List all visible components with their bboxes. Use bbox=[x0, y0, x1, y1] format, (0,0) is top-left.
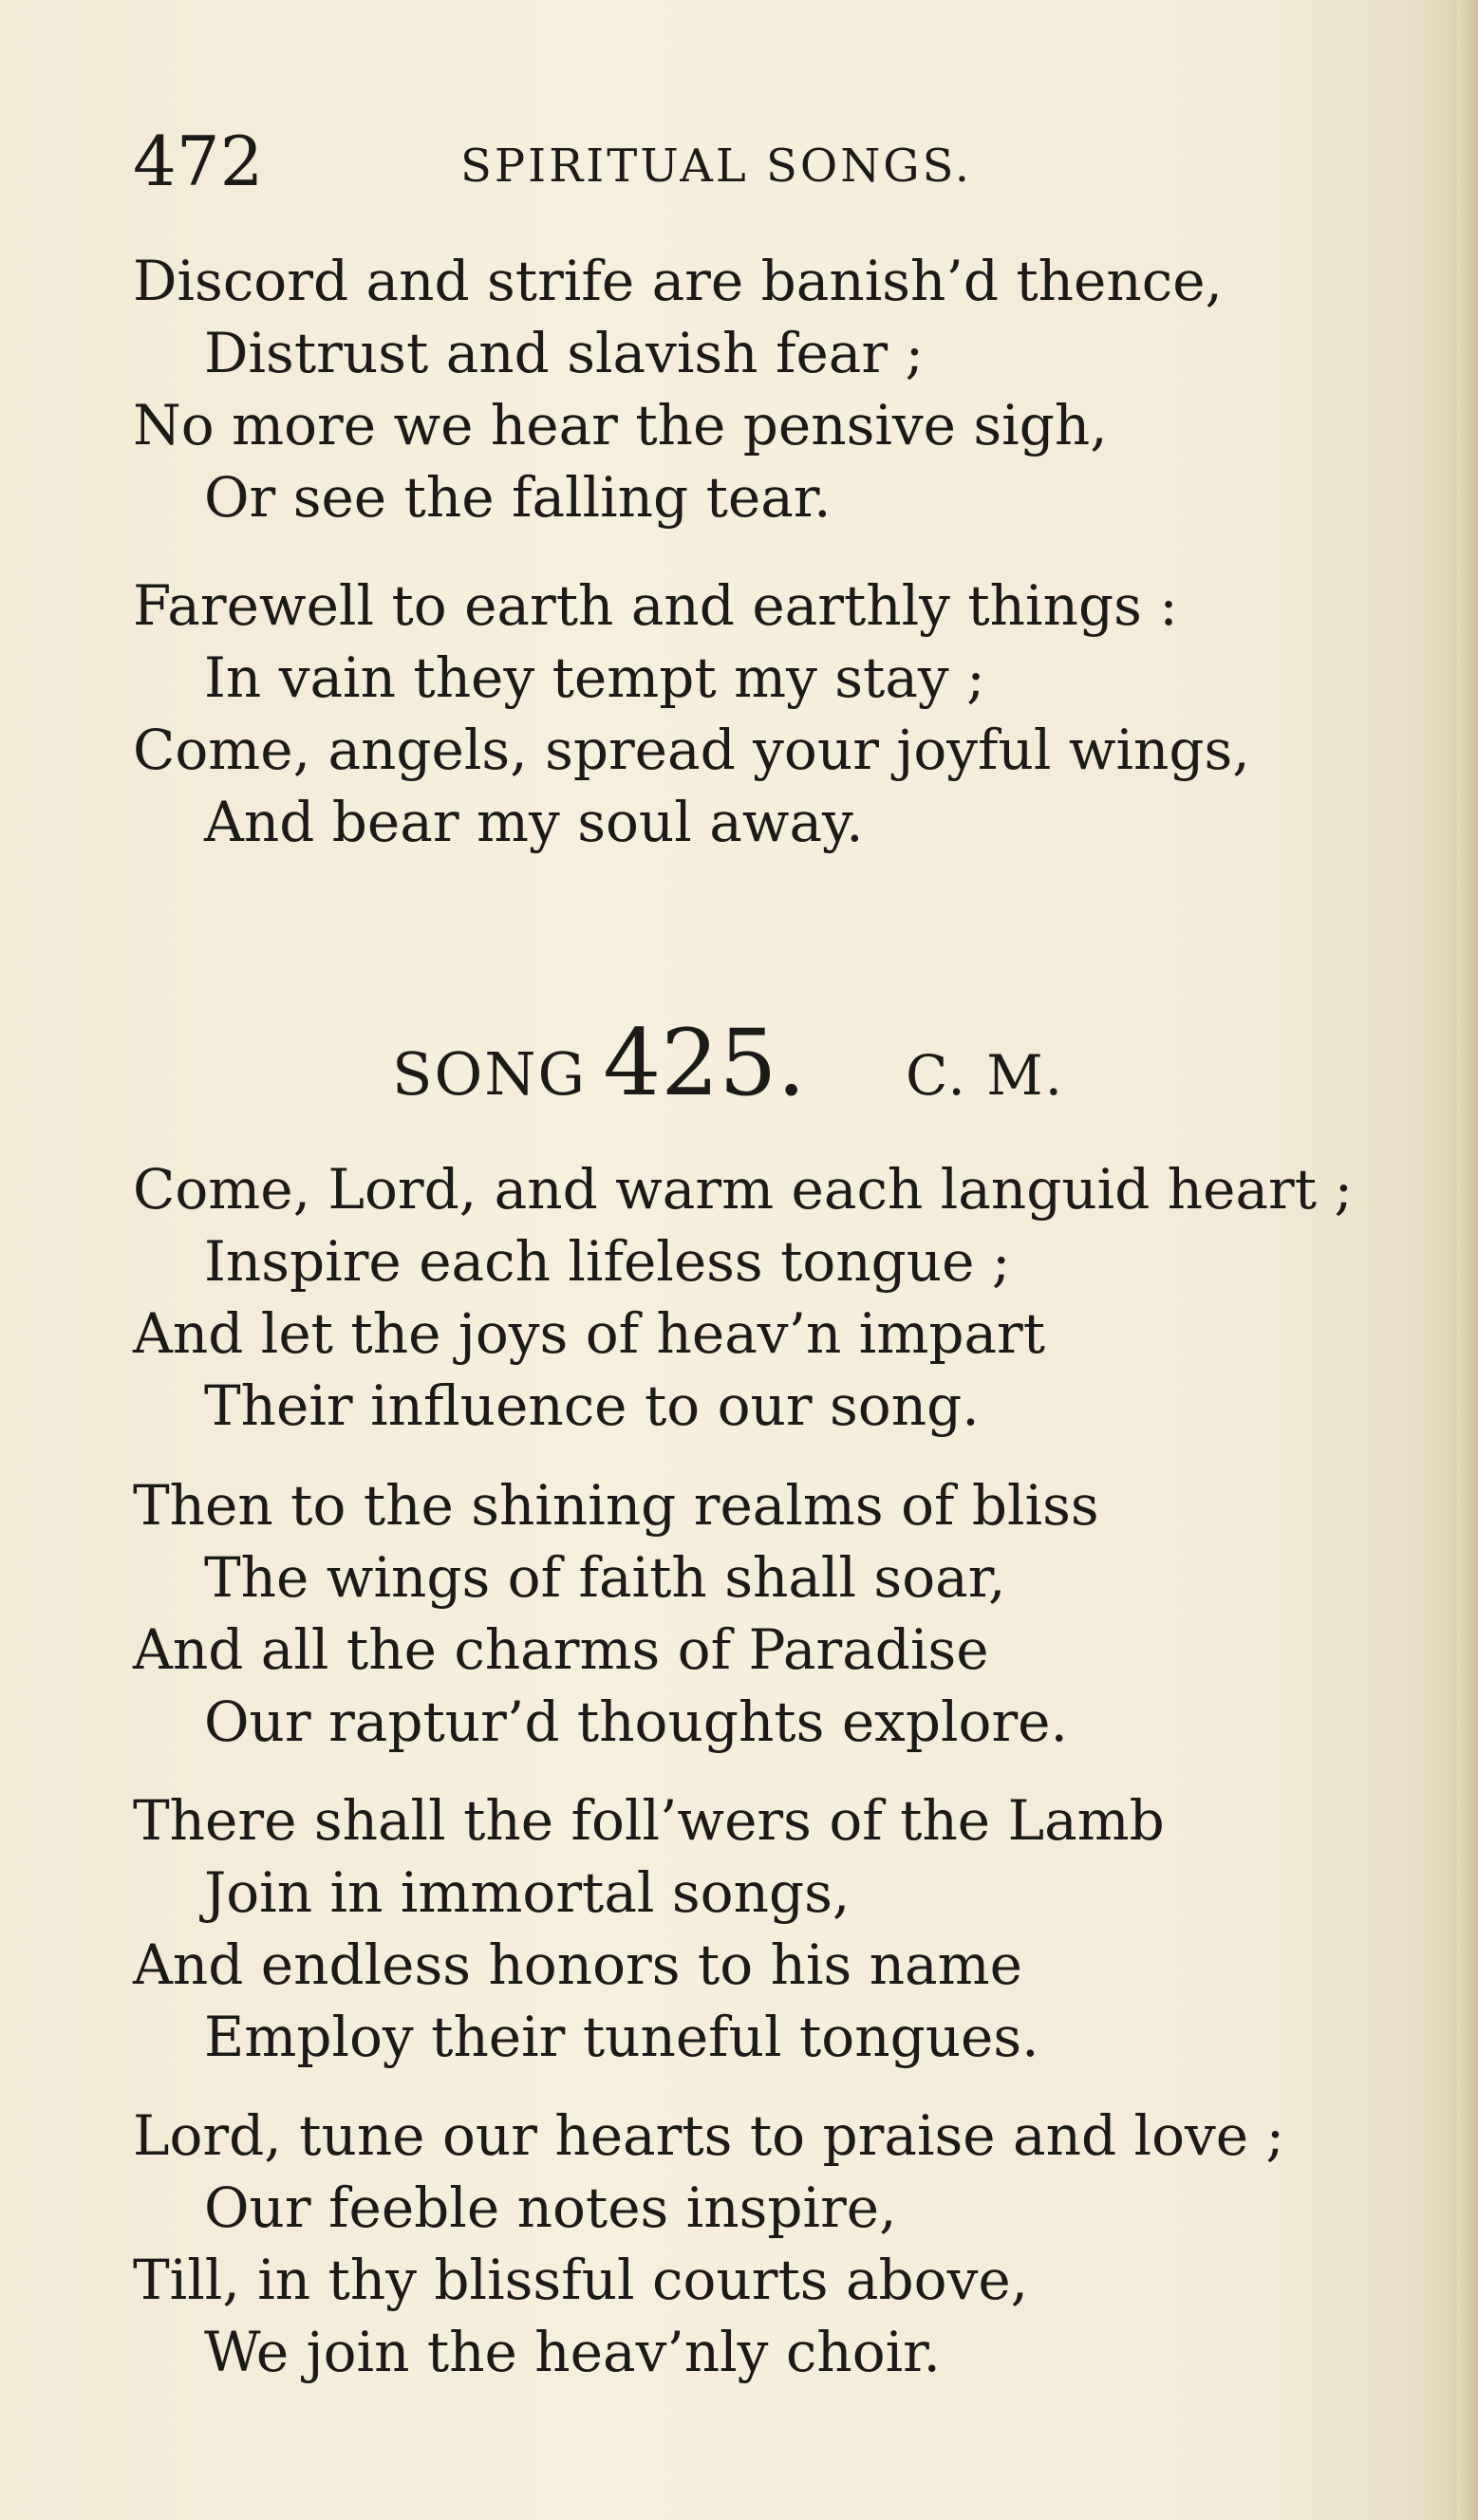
verse-line: Our feeble notes inspire, bbox=[204, 2175, 897, 2240]
verse-line: Inspire each lifeless tongue ; bbox=[204, 1229, 1011, 1294]
verse-line: Employ their tuneful tongues. bbox=[204, 2005, 1039, 2069]
song-label: SONG bbox=[392, 1039, 588, 1109]
verse-line: Their influence to our song. bbox=[204, 1373, 980, 1438]
verse-line: Discord and strife are banish’d thence, bbox=[133, 249, 1223, 313]
verse-line: And all the charms of Paradise bbox=[133, 1617, 989, 1682]
verse-line: No more we hear the pensive sigh, bbox=[133, 393, 1108, 457]
verse-line: Till, in thy blissful courts above, bbox=[133, 2248, 1029, 2312]
verse-line: Or see the falling tear. bbox=[204, 465, 832, 530]
verse-line: Then to the shining realms of bliss bbox=[133, 1473, 1099, 1538]
verse-line: Distrust and slavish fear ; bbox=[204, 321, 925, 385]
verse-line: And endless honors to his name bbox=[133, 1932, 1022, 1997]
song-meter: C. M. bbox=[906, 1043, 1065, 1108]
verse-line: Join in immortal songs, bbox=[204, 1860, 851, 1925]
stanza-4 bbox=[133, 2100, 1395, 2388]
verse-line: Come, Lord, and warm each languid heart ; bbox=[133, 1157, 1354, 1222]
stanza-2 bbox=[133, 1469, 1395, 1758]
song-number: 425. bbox=[603, 1010, 806, 1116]
page-header bbox=[133, 114, 1367, 209]
running-head: SPIRITUAL SONGS. bbox=[460, 140, 973, 193]
verse-line: Our raptur’d thoughts explore. bbox=[204, 1689, 1068, 1754]
verse-line: And let the joys of heav’n impart bbox=[133, 1301, 1046, 1366]
verse-line: And bear my soul away. bbox=[204, 790, 864, 854]
song-heading bbox=[392, 1006, 1246, 1120]
verse-line: In vain they tempt my stay ; bbox=[204, 645, 985, 710]
stanza-3 bbox=[133, 1784, 1395, 2073]
verse-line: Come, angels, spread your joyful wings, bbox=[133, 718, 1250, 782]
stanza-1 bbox=[133, 1153, 1395, 1442]
verse-line: There shall the foll’wers of the Lamb bbox=[133, 1788, 1165, 1853]
verse-line: Lord, tune our hearts to praise and love ; bbox=[133, 2103, 1285, 2168]
stanza-prev-2 bbox=[133, 569, 1395, 858]
page-edge bbox=[1457, 0, 1478, 2520]
verse-line: The wings of faith shall soar, bbox=[204, 1545, 1006, 1610]
stanza-prev-1 bbox=[133, 245, 1395, 533]
verse-line: Farewell to earth and earthly things : bbox=[133, 573, 1178, 638]
page-number: 472 bbox=[133, 121, 264, 201]
verse-line: We join the heav’nly choir. bbox=[204, 2320, 941, 2384]
